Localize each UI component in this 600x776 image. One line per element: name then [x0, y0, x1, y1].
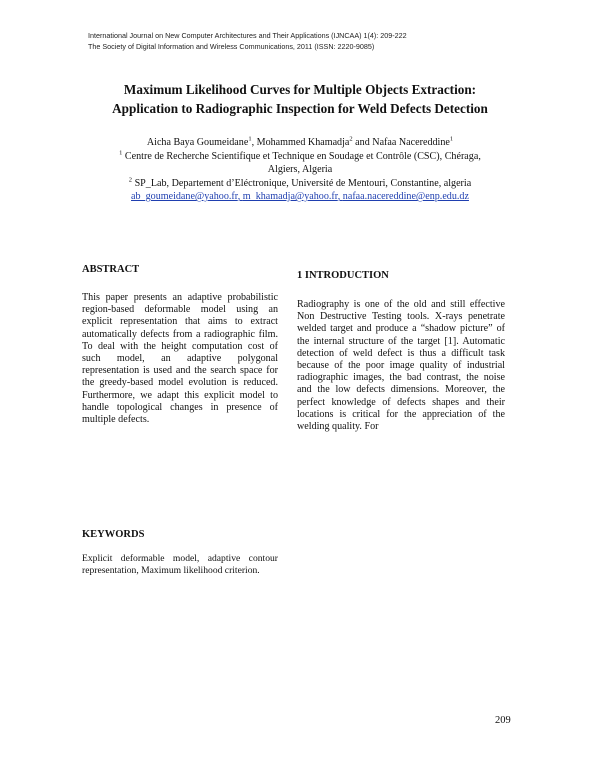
email-link-2[interactable]: m_khamadja@yahoo.fr — [242, 191, 338, 202]
introduction-heading: 1 INTRODUCTION — [297, 270, 389, 281]
author-1-affiliation-mark: 1 — [248, 135, 252, 143]
affiliation-2 — [40, 177, 560, 191]
author-1-name: Aicha Baya Goumeidane — [146, 137, 249, 148]
page-number: 209 — [495, 715, 511, 726]
journal-header-line-2: The Society of Digital Information and Wireless Communications, 2011 (ISSN: 2220-9085) — [88, 42, 375, 51]
email-link-1[interactable]: ab_goumeidane@yahoo.fr — [131, 191, 238, 202]
affiliation-2-text: SP_Lab, Departement d’Eléctronique, Université de Mentouri, Constantine, algeria — [134, 177, 472, 189]
abstract-text: This paper presents an adaptive probabilistic region-based deformable model using an explicit representation that aims to extract automatically defects from a radiographic film. To deal with the height computation cost of such model, an adaptive polygonal representation is used and the search space for the greedy-based model evolution is reduced. Furthermore, we adapt this explicit model to handle topological changes in presence of multiple defects. — [82, 292, 278, 426]
paper-title — [40, 80, 560, 118]
author-3-name: Nafaa Nacereddine — [372, 137, 450, 148]
affiliation-1 — [40, 150, 560, 164]
keywords-text: Explicit deformable model, adaptive contour representation, Maximum likelihood criterion. — [82, 553, 278, 576]
author-block — [40, 136, 560, 204]
paper-title-line-2: Application to Radiographic Inspection for Weld Defects Detection — [112, 101, 488, 116]
affiliation-2-mark: 2 — [128, 176, 133, 184]
journal-header-line-1: International Journal on New Computer Architectures and Their Applications (IJNCAA) 1(4): 209-222 — [88, 31, 407, 40]
journal-header — [88, 30, 558, 52]
abstract-heading: ABSTRACT — [82, 264, 140, 275]
author-2-name: Mohammed Khamadja — [256, 137, 350, 148]
introduction-text: Radiography is one of the old and still effective Non Destructive Testing tools. X-rays penetrate welded target and produce a “shadow picture” of the internal structure of the target [1]. Automatic detection of weld defect is thus a difficult task because of the poor image quality of industrial radiographic images, the bad contrast, the noise and the low defects dimensions. Moreover, the perfect knowledge of defects shapes and their locations is critical for the appreciation of the welding quality. For — [297, 299, 505, 433]
author-conjunction: and — [355, 137, 370, 148]
affiliation-1-line-2: Algiers, Algeria — [267, 164, 333, 175]
author-2-affiliation-mark: 2 — [349, 135, 353, 143]
email-link-3[interactable]: nafaa.nacereddine@enp.edu.dz — [342, 191, 469, 202]
affiliation-1-mark: 1 — [119, 149, 123, 157]
author-list: Aicha Baya Goumeidane$^1$, Mohammed Khamadja$^2$ and Nafaa Nacereddine$^1$ — [146, 135, 454, 148]
affiliation-1-line-1: Centre de Recherche Scientifique et Technique en Soudage et Contrôle (CSC), Chéraga, — [124, 150, 481, 162]
author-3-affiliation-mark: 1 — [449, 135, 454, 143]
email-list: ab_goumeidane@yahoo.fr, m_khamadja@yahoo.fr, nafaa.nacereddine@enp.edu.dz — [131, 191, 469, 202]
keywords-heading: KEYWORDS — [82, 529, 145, 540]
paper-title-line-1: Maximum Likelihood Curves for Multiple Objects Extraction: — [123, 82, 477, 97]
